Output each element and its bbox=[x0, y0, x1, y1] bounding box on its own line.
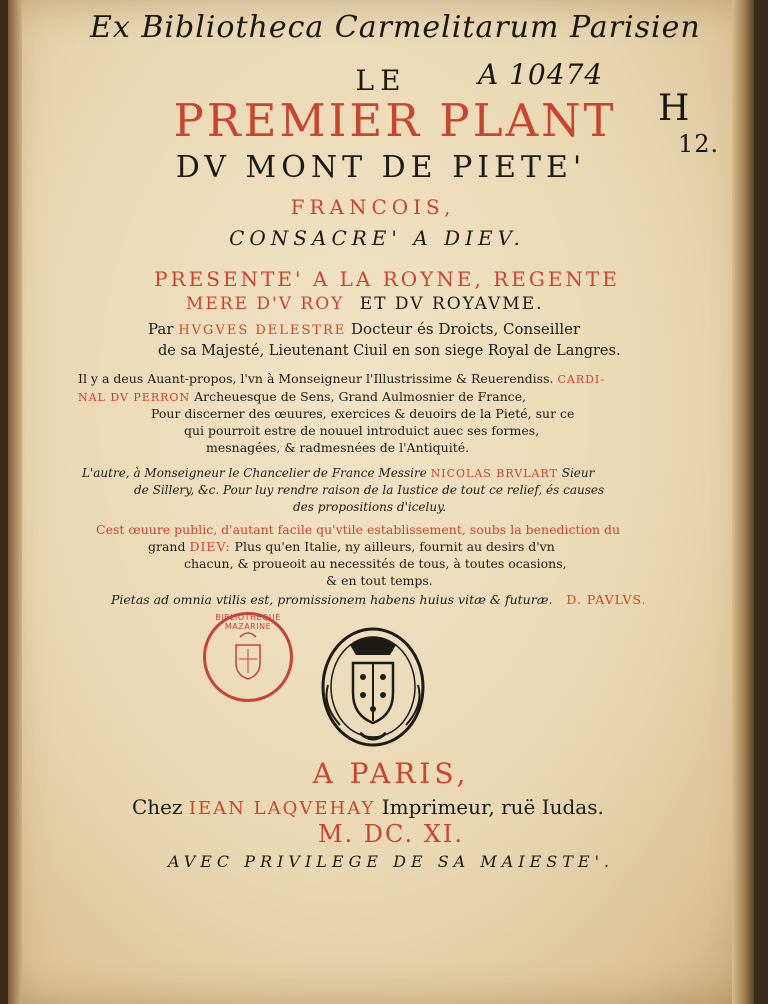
avant-propos-line-2-rest: Archeuesque de Sens, Grand Aulmosnier de France, bbox=[194, 389, 527, 404]
imprint-printer-line bbox=[132, 795, 604, 819]
cardinal-a: CARDI- bbox=[557, 373, 605, 386]
autre-line-2: de Sillery, &c. Pour luy rendre raison de la Iustice de tout ce relief, és causes bbox=[134, 483, 605, 497]
title-page bbox=[8, 0, 754, 1004]
imprint-city: A PARIS, bbox=[312, 757, 470, 790]
oeuvre-line-3: chacun, & proueoit au necessités de tous, à toutes ocasions, bbox=[184, 556, 567, 571]
autre-text-a: L'autre, à Monseigneur le Chancelier de France Messire bbox=[82, 466, 427, 480]
ownership-inscription: Ex Bibliotheca Carmelitarum Parisien bbox=[90, 10, 701, 45]
autre-name: NICOLAS BRVLART bbox=[430, 467, 558, 480]
oeuvre-line-1: Cest œuure public, d'autant facile qu'vtile establissement, soubs la benediction du bbox=[96, 522, 621, 537]
library-stamp bbox=[203, 612, 293, 702]
motto-text: Pietas ad omnia vtilis est, promissionem habens huius vitæ & futuræ. bbox=[111, 592, 553, 607]
motto-source: D. PAVLVS. bbox=[566, 592, 647, 607]
title-consacre: CONSACRE' A DIEV. bbox=[229, 226, 525, 250]
title-presente: PRESENTE' A LA ROYNE, REGENTE bbox=[154, 267, 620, 291]
imprint-privilege: AVEC PRIVILEGE DE SA MAIESTE'. bbox=[167, 852, 615, 871]
author-name: HVGVES DELESTRE bbox=[178, 323, 347, 338]
title-mere bbox=[186, 294, 544, 314]
oeuvre-dieu: DIEV: bbox=[189, 539, 231, 554]
oeuvre-grand: grand bbox=[148, 539, 186, 554]
printers-device-icon bbox=[320, 625, 426, 750]
imprint-chez: Chez bbox=[132, 795, 183, 819]
avant-propos-line-5: mesnagées, & radmesnées de l'Antiquité. bbox=[206, 440, 470, 455]
shelfmark: A 10474 bbox=[478, 58, 604, 91]
title-francois: FRANCOIS, bbox=[290, 195, 456, 219]
cardinal-b: NAL DV PERRON bbox=[78, 391, 191, 404]
avant-propos-line-3: Pour discerner des œuures, exercices & deuoirs de la Pieté, sur ce bbox=[151, 406, 575, 421]
author-par: Par bbox=[148, 320, 174, 338]
oeuvre-line-2-rest: Plus qu'en Italie, ny ailleurs, fournit au desirs d'vn bbox=[234, 539, 555, 554]
autre-line-1 bbox=[82, 466, 594, 480]
motto-line bbox=[111, 592, 647, 607]
title-du-mont: DV MONT DE PIETE' bbox=[175, 150, 587, 185]
oeuvre-line-4: & en tout temps. bbox=[326, 573, 433, 588]
imprint-year: M. DC. XI. bbox=[317, 820, 465, 848]
title-premier-plant: PREMIER PLANT bbox=[173, 94, 617, 147]
author-title: Docteur és Droicts, Conseiller bbox=[351, 320, 581, 338]
imprint-printer: IEAN LAQVEHAY bbox=[188, 798, 376, 819]
oeuvre-line-2 bbox=[148, 539, 555, 554]
corner-number: 12. bbox=[678, 130, 720, 158]
corner-letter: H bbox=[658, 88, 691, 129]
imprint-address: Imprimeur, ruë Iudas. bbox=[381, 795, 604, 819]
autre-text-b: Sieur bbox=[561, 466, 595, 480]
title-le: LE bbox=[355, 64, 407, 97]
avant-propos-line-2 bbox=[78, 389, 526, 404]
stamp-text: BIBLIOTHEQUE MAZARINE bbox=[215, 613, 281, 631]
author-line-2: de sa Majesté, Lieutenant Ciuil en son siege Royal de Langres. bbox=[158, 343, 621, 359]
autre-line-3: des propositions d'iceluy. bbox=[293, 500, 447, 514]
et-du-royaume: ET DV ROYAVME. bbox=[359, 294, 544, 314]
mere-du-roy: MERE D'V ROY bbox=[186, 294, 345, 314]
author-line-1 bbox=[148, 320, 580, 338]
avant-propos-line-4: qui pourroit estre de nouuel introduict auec ses formes, bbox=[184, 423, 540, 438]
avant-propos-text: Il y a deus Auant-propos, l'vn à Monseigneur l'Illustrissime & Reuerendiss. bbox=[78, 371, 554, 386]
avant-propos-line-1 bbox=[78, 371, 605, 386]
